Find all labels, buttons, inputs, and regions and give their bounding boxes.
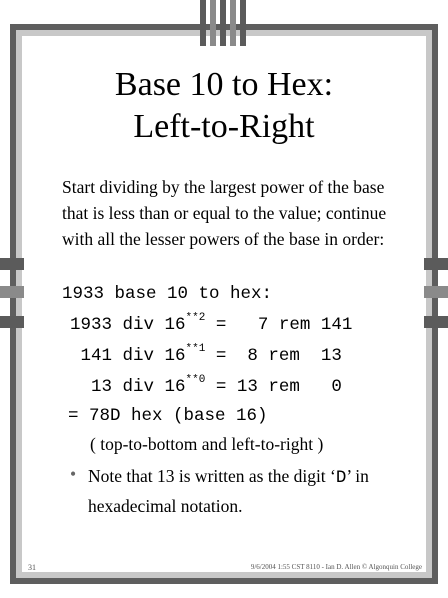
decor-bar-right-2 [424,286,448,298]
slide-title [22,64,426,148]
division-row-3-exponent: **0 [185,374,206,386]
division-row-2 [70,345,342,366]
decor-bar-left-2 [0,286,24,298]
division-row-3 [70,376,342,397]
division-row-1-right: = 7 rem 141 [205,314,353,335]
footer-caption: 9/6/2004 1:55 CST 8110 - Ian D. Allen © Algonquin College [250,563,422,571]
order-note: ( top-to-bottom and left-to-right ) [90,434,324,454]
conversion-result: = 78D hex (base 16) [68,406,268,426]
bullet-note [88,462,408,520]
division-row-3-right: = 13 rem 0 [205,376,342,397]
decor-bar-right-1 [424,258,448,270]
bullet-note-text-2: ’ in hexadecimal notation. [88,466,369,516]
division-row-1 [70,314,352,335]
decor-bar-right-3 [424,316,448,328]
decor-bar-top-2 [210,0,216,46]
decor-bar-top-4 [230,0,236,46]
bullet-icon: • [70,464,77,484]
division-row-1-exponent: **2 [185,312,206,324]
division-row-3-left: 13 div 16 [70,376,186,397]
bullet-note-text-1: Note that 13 is written as the digit ‘ [88,466,336,486]
division-row-1-left: 1933 div 16 [70,314,186,335]
slide-title-line-1: Base 10 to Hex: [114,66,334,103]
page-number: 31 [28,563,36,572]
slide-title-line-2: Left-to-Right [133,108,315,145]
division-row-2-exponent: **1 [185,343,206,355]
division-row-2-right: = 8 rem 13 [205,345,342,366]
decor-bar-top-3 [220,0,226,46]
decor-bar-top-1 [200,0,206,46]
conversion-header: 1933 base 10 to hex: [62,284,273,304]
decor-bar-left-3 [0,316,24,328]
bullet-note-digit: D [335,468,347,488]
decor-bar-top-5 [240,0,246,46]
intro-paragraph: Start dividing by the largest power of the base that is less than or equal to the value; continue with all the lesser powers of the base in order: [62,177,387,249]
division-row-2-left: 141 div 16 [70,345,186,366]
decor-bar-left-1 [0,258,24,270]
